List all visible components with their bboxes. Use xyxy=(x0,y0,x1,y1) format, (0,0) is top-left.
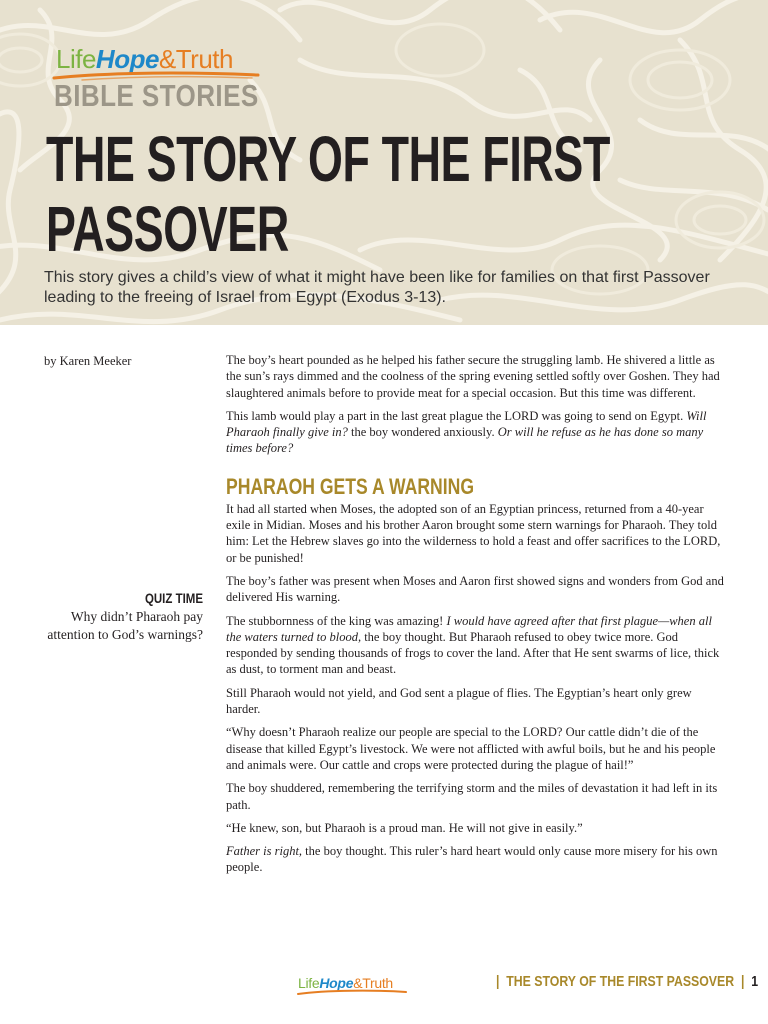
footer-separator: | xyxy=(496,973,500,990)
quiz-label: QUIZ TIME xyxy=(144,590,203,606)
paragraph: Still Pharaoh would not yield, and God sent a plague of flies. The Egyptian’s heart only grew harder. xyxy=(226,685,692,717)
paragraph: The boy shuddered, remembering the terrifying storm and the miles of devastation it had left in its path. xyxy=(226,781,718,812)
paragraph: It had all started when Moses, the adopted son of an Egyptian princess, returned from a 40-year exile in Midian. Moses and his brother Aaron brought some stern warnings for Pharaoh. They told him: Let the Hebrew slaves go into the wilderness to hold a feast and offer sacrifices to the LORD, or be punished! xyxy=(226,501,721,565)
logo-hope: Hope xyxy=(95,44,159,74)
footer-story-title: THE STORY OF THE FIRST PASSOVER xyxy=(506,973,735,990)
logo-ampersand: & xyxy=(158,44,176,74)
logo-truth: Truth xyxy=(175,44,233,74)
paragraph: The boy’s heart pounded as he helped his father secure the struggling lamb. He shivered a little as the sun’s rays dimmed and the coolness of the spring evening settled softly over Goshen. They had slaughtered animals before to provide meat for a special occasion. But this time was different. xyxy=(226,353,720,400)
paragraph: This lamb would play a part in the last great plague the LORD was going to send on Egypt. Will Pharaoh finally give in? the boy wondered anxiously. Or will he refuse as he has done so many times before? xyxy=(226,408,707,456)
series-label: BIBLE STORIES xyxy=(54,78,259,113)
author-byline: by Karen Meeker xyxy=(44,354,132,368)
footer-logo-swoosh-icon xyxy=(296,989,408,997)
paragraph: “Why doesn’t Pharaoh realize our people are special to the LORD? Our cattle didn’t die of the disease that killed Egypt’s livestock. We were not afflicted with awful boils, but he and his people and animals were. Our cattle and crops were protected during the plague of hail!” xyxy=(226,725,716,772)
quiz-sidebar xyxy=(40,590,203,644)
running-footer xyxy=(496,973,758,990)
title-line-2: PASSOVER xyxy=(46,193,289,265)
paragraph: “He knew, son, but Pharaoh is a proud man. He will not give in easily.” xyxy=(226,820,583,835)
section-heading: PHARAOH GETS A WARNING xyxy=(226,473,475,499)
page-number: 1 xyxy=(751,973,759,990)
article-body xyxy=(226,352,726,883)
page-title xyxy=(46,124,676,264)
footer-separator: | xyxy=(740,973,745,990)
header-banner xyxy=(0,0,768,325)
title-line-1: THE STORY OF THE FIRST xyxy=(46,123,610,195)
paragraph: Father is right, the boy thought. This ruler’s hard heart would only cause more misery for his own people. xyxy=(226,844,718,875)
page-subtitle: This story gives a child’s view of what it might have been like for families on that first Passover leading to the freeing of Israel from Egypt (Exodus 3-13). xyxy=(44,269,710,306)
quiz-question: Why didn’t Pharaoh pay attention to God’s warnings? xyxy=(47,609,203,642)
paragraph: The boy’s father was present when Moses and Aaron first showed signs and wonders from God and delivered His warning. xyxy=(226,573,724,605)
paragraph: The stubbornness of the king was amazing! I would have agreed after that first plague—when all the waters turned to blood, the boy thought. But Pharaoh refused to obey twice more. God responded by sending thousands of frogs to cover the land. After that He sent swarms of lice, thick as dust, to torment man and beast. xyxy=(226,613,720,677)
footer-logo[interactable]: LifeHope&Truth xyxy=(298,975,393,991)
logo-life: Life xyxy=(56,44,96,74)
